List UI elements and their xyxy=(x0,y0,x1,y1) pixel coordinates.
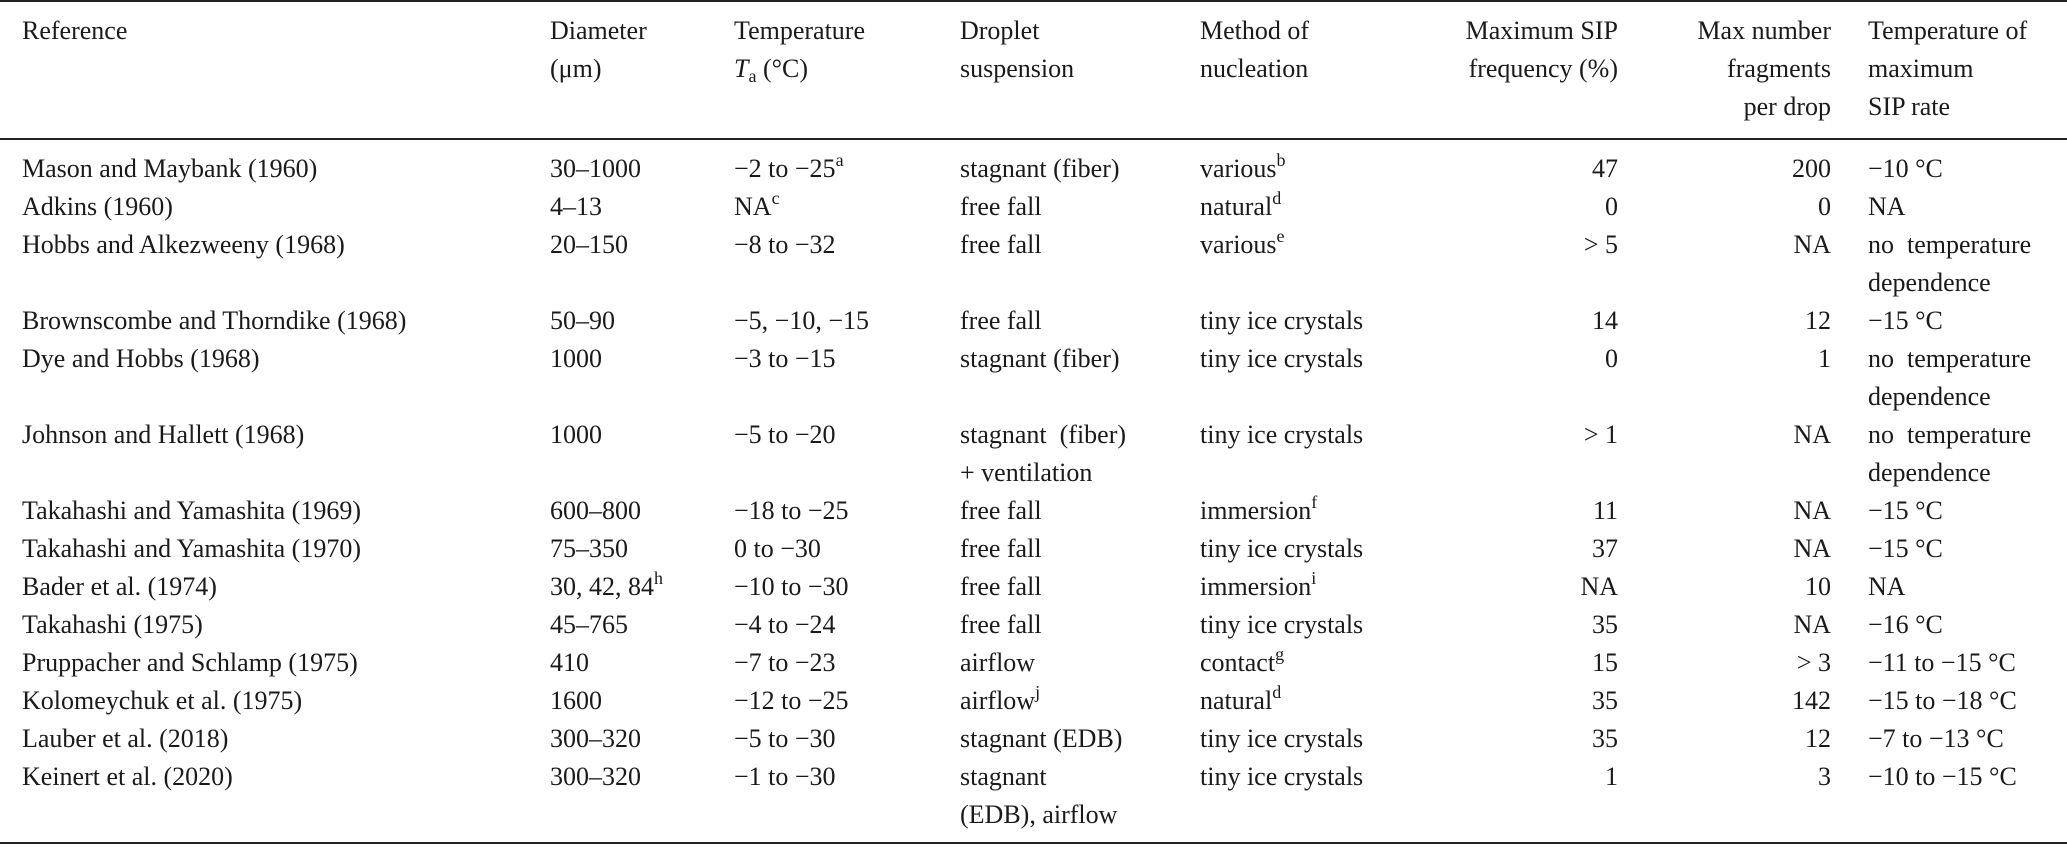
temperature-footnote-mark: a xyxy=(835,150,844,170)
suspension-line: stagnant (fiber) xyxy=(960,420,1127,449)
cell-reference xyxy=(0,188,550,226)
cell-suspension xyxy=(960,720,1200,758)
header-temp-max-rate xyxy=(1831,1,2067,139)
cell-method xyxy=(1200,340,1436,416)
temp-max-rate-line: −7 to −13 °C xyxy=(1868,724,2004,753)
cell-reference xyxy=(0,644,550,682)
diameter-text: 1600 xyxy=(550,686,602,715)
max-fragments-value: 0 xyxy=(1818,192,1831,221)
cell-max-sip xyxy=(1436,682,1618,720)
cell-max-fragments xyxy=(1618,188,1831,226)
header-diameter xyxy=(550,1,734,139)
cell-temp-max-rate xyxy=(1831,682,2067,720)
cell-max-fragments xyxy=(1618,139,1831,188)
cell-max-fragments xyxy=(1618,720,1831,758)
cell-method xyxy=(1200,226,1436,302)
cell-reference xyxy=(0,139,550,188)
cell-temp-max-rate xyxy=(1831,302,2067,340)
cell-max-sip xyxy=(1436,568,1618,606)
cell-temp-max-rate xyxy=(1831,568,2067,606)
method-text: tiny ice crystals xyxy=(1200,306,1364,335)
table-row xyxy=(0,720,2067,758)
header-temperature xyxy=(734,1,960,139)
temperature-text: −7 to −23 xyxy=(734,648,836,677)
temp-max-rate-line: no temperature xyxy=(1868,344,2032,373)
cell-diameter xyxy=(550,188,734,226)
cell-reference xyxy=(0,416,550,492)
cell-suspension xyxy=(960,530,1200,568)
diameter-text: 300–320 xyxy=(550,762,641,791)
header-suspension xyxy=(960,1,1200,139)
cell-method xyxy=(1200,139,1436,188)
cell-temperature xyxy=(734,758,960,843)
header-temp-max-rate-l2: maximum xyxy=(1868,54,1974,83)
method-text: various xyxy=(1200,154,1277,183)
max-fragments-value: 142 xyxy=(1792,686,1831,715)
header-row xyxy=(0,1,2067,139)
cell-suspension xyxy=(960,492,1200,530)
method-text: natural xyxy=(1200,686,1273,715)
suspension-line: free fall xyxy=(960,306,1042,335)
cell-max-fragments xyxy=(1618,416,1831,492)
header-temperature-l1: Temperature xyxy=(734,16,865,45)
cell-max-fragments xyxy=(1618,302,1831,340)
temp-max-rate-line: NA xyxy=(1868,572,1906,601)
method-text: tiny ice crystals xyxy=(1200,534,1364,563)
cell-method xyxy=(1200,758,1436,843)
method-footnote-mark: g xyxy=(1275,644,1285,664)
reference-text: Takahashi and Yamashita (1970) xyxy=(22,534,362,563)
cell-method xyxy=(1200,606,1436,644)
diameter-text: 1000 xyxy=(550,344,602,373)
cell-max-sip xyxy=(1436,302,1618,340)
table-body xyxy=(0,139,2067,843)
cell-temp-max-rate xyxy=(1831,188,2067,226)
diameter-text: 410 xyxy=(550,648,589,677)
cell-suspension xyxy=(960,139,1200,188)
diameter-text: 30, 42, 84 xyxy=(550,572,654,601)
cell-method xyxy=(1200,188,1436,226)
cell-temp-max-rate xyxy=(1831,644,2067,682)
suspension-line: free fall xyxy=(960,610,1042,639)
diameter-footnote-mark: h xyxy=(654,568,663,588)
max-fragments-value: NA xyxy=(1793,610,1831,639)
cell-method xyxy=(1200,682,1436,720)
cell-temperature xyxy=(734,139,960,188)
max-sip-value: 37 xyxy=(1592,534,1618,563)
reference-text: Bader et al. (1974) xyxy=(22,572,217,601)
cell-temperature xyxy=(734,568,960,606)
cell-suspension xyxy=(960,302,1200,340)
cell-reference xyxy=(0,226,550,302)
table-row xyxy=(0,682,2067,720)
temp-max-rate-line: −10 to −15 °C xyxy=(1868,762,2017,791)
table-row xyxy=(0,340,2067,416)
cell-reference xyxy=(0,758,550,843)
reference-text: Takahashi (1975) xyxy=(22,610,203,639)
table-row xyxy=(0,530,2067,568)
temperature-text: −5 to −20 xyxy=(734,420,836,449)
temperature-text: −2 to −25 xyxy=(734,154,836,183)
diameter-text: 600–800 xyxy=(550,496,641,525)
method-text: contact xyxy=(1200,648,1276,677)
cell-suspension xyxy=(960,682,1200,720)
cell-max-fragments xyxy=(1618,226,1831,302)
reference-text: Lauber et al. (2018) xyxy=(22,724,229,753)
header-temperature-l2 xyxy=(734,50,960,88)
reference-text: Takahashi and Yamashita (1969) xyxy=(22,496,362,525)
temperature-text: −18 to −25 xyxy=(734,496,849,525)
temperature-text: −12 to −25 xyxy=(734,686,849,715)
cell-temp-max-rate xyxy=(1831,606,2067,644)
cell-diameter xyxy=(550,302,734,340)
table-row xyxy=(0,302,2067,340)
diameter-text: 1000 xyxy=(550,420,602,449)
header-max-fragments-l2: fragments xyxy=(1727,54,1831,83)
suspension-line: airflow$^j$ xyxy=(960,682,1041,715)
cell-temperature xyxy=(734,188,960,226)
max-fragments-value: 12 xyxy=(1805,306,1831,335)
max-sip-value: 35 xyxy=(1592,686,1618,715)
method-text: immersion xyxy=(1200,496,1312,525)
temperature-text: −10 to −30 xyxy=(734,572,849,601)
diameter-text: 300–320 xyxy=(550,724,641,753)
method-text: tiny ice crystals xyxy=(1200,344,1364,373)
temp-max-rate-line: dependence xyxy=(1868,458,1991,487)
table-header xyxy=(0,1,2067,139)
cell-max-fragments xyxy=(1618,568,1831,606)
header-max-sip-l1: Maximum SIP xyxy=(1465,16,1618,45)
table-row xyxy=(0,139,2067,188)
cell-max-sip xyxy=(1436,416,1618,492)
temperature-text: −5, −10, −15 xyxy=(734,306,869,335)
temp-max-rate-line: −15 °C xyxy=(1868,306,1943,335)
reference-text: Pruppacher and Schlamp (1975) xyxy=(22,648,358,677)
header-diameter-l2: (μm) xyxy=(550,54,602,83)
temp-max-rate-line: −11 to −15 °C xyxy=(1868,648,2016,677)
cell-diameter xyxy=(550,720,734,758)
max-sip-value: 35 xyxy=(1592,724,1618,753)
header-reference-text: Reference xyxy=(22,16,128,45)
suspension-line: free fall xyxy=(960,230,1042,259)
cell-suspension xyxy=(960,606,1200,644)
max-sip-value: 1 xyxy=(1605,762,1618,791)
method-footnote-mark: d xyxy=(1272,188,1282,208)
header-max-fragments xyxy=(1618,1,1831,139)
cell-temp-max-rate xyxy=(1831,492,2067,530)
table-row xyxy=(0,568,2067,606)
cell-temperature xyxy=(734,226,960,302)
cell-diameter xyxy=(550,530,734,568)
method-text: tiny ice crystals xyxy=(1200,420,1364,449)
cell-diameter xyxy=(550,606,734,644)
cell-max-fragments xyxy=(1618,606,1831,644)
cell-diameter xyxy=(550,139,734,188)
header-max-sip-l2: frequency (%) xyxy=(1468,54,1618,83)
table-row xyxy=(0,226,2067,302)
max-sip-value: 11 xyxy=(1592,496,1618,525)
header-temperature-unit: (°C) xyxy=(756,54,809,83)
temp-max-rate-line: −15 °C xyxy=(1868,534,1943,563)
suspension-line: free fall xyxy=(960,572,1042,601)
cell-reference xyxy=(0,302,550,340)
temp-max-rate-line: −15 to −18 °C xyxy=(1868,686,2017,715)
method-text: immersion xyxy=(1200,572,1312,601)
cell-max-fragments xyxy=(1618,644,1831,682)
reference-text: Johnson and Hallett (1968) xyxy=(22,420,305,449)
temperature-text: −1 to −30 xyxy=(734,762,836,791)
temperature-text: NA xyxy=(734,192,772,221)
temperature-text: −3 to −15 xyxy=(734,344,836,373)
max-fragments-value: 1 xyxy=(1818,344,1831,373)
cell-suspension xyxy=(960,226,1200,302)
cell-temperature xyxy=(734,530,960,568)
max-fragments-value: NA xyxy=(1793,496,1831,525)
suspension-line: stagnant (fiber) xyxy=(960,344,1120,373)
suspension-line: free fall xyxy=(960,534,1042,563)
header-diameter-l1: Diameter xyxy=(550,16,647,45)
cell-max-sip xyxy=(1436,226,1618,302)
max-fragments-value: NA xyxy=(1793,230,1831,259)
max-fragments-value: 12 xyxy=(1805,724,1831,753)
cell-temp-max-rate xyxy=(1831,530,2067,568)
cell-diameter xyxy=(550,492,734,530)
temperature-text: 0 to −30 xyxy=(734,534,821,563)
cell-max-fragments xyxy=(1618,682,1831,720)
cell-max-fragments xyxy=(1618,758,1831,843)
header-temperature-subscript: a xyxy=(748,66,757,86)
reference-text: Dye and Hobbs (1968) xyxy=(22,344,260,373)
header-suspension-l1: Droplet xyxy=(960,16,1040,45)
reference-text: Hobbs and Alkezweeny (1968) xyxy=(22,230,345,259)
max-sip-value: 35 xyxy=(1592,610,1618,639)
method-footnote-mark: f xyxy=(1311,492,1318,512)
cell-temperature xyxy=(734,682,960,720)
table-row xyxy=(0,758,2067,843)
cell-max-fragments xyxy=(1618,340,1831,416)
max-sip-value: 47 xyxy=(1592,154,1618,183)
temp-max-rate-line: NA xyxy=(1868,192,1906,221)
diameter-text: 4–13 xyxy=(550,192,602,221)
cell-temp-max-rate xyxy=(1831,416,2067,492)
suspension-line: + ventilation xyxy=(960,458,1093,487)
header-suspension-l2: suspension xyxy=(960,54,1075,83)
max-fragments-value: 3 xyxy=(1818,762,1831,791)
suspension-line: (EDB), airflow xyxy=(960,800,1118,829)
cell-temperature xyxy=(734,340,960,416)
max-sip-value: 0 xyxy=(1605,192,1618,221)
cell-method xyxy=(1200,302,1436,340)
cell-temperature xyxy=(734,644,960,682)
diameter-text: 20–150 xyxy=(550,230,628,259)
cell-reference xyxy=(0,340,550,416)
header-max-sip xyxy=(1436,1,1618,139)
cell-max-sip xyxy=(1436,720,1618,758)
cell-diameter xyxy=(550,568,734,606)
temperature-text: −4 to −24 xyxy=(734,610,836,639)
reference-text: Kolomeychuk et al. (1975) xyxy=(22,686,303,715)
cell-max-sip xyxy=(1436,139,1618,188)
cell-max-sip xyxy=(1436,606,1618,644)
max-sip-value: NA xyxy=(1580,572,1618,601)
max-sip-value: 0 xyxy=(1605,344,1618,373)
temp-max-rate-line: −10 °C xyxy=(1868,154,1943,183)
cell-reference xyxy=(0,682,550,720)
suspension-line: free fall xyxy=(960,496,1042,525)
cell-reference xyxy=(0,492,550,530)
suspension-line: airflow xyxy=(960,648,1036,677)
cell-diameter xyxy=(550,644,734,682)
cell-method xyxy=(1200,644,1436,682)
method-footnote-mark: d xyxy=(1272,682,1282,702)
temp-max-rate-line: −16 °C xyxy=(1868,610,1943,639)
cell-suspension xyxy=(960,188,1200,226)
cell-reference xyxy=(0,568,550,606)
method-text: natural xyxy=(1200,192,1273,221)
header-max-fragments-l1: Max number xyxy=(1697,16,1831,45)
header-max-fragments-l3: per drop xyxy=(1743,92,1831,121)
cell-method xyxy=(1200,530,1436,568)
method-footnote-mark: b xyxy=(1276,150,1286,170)
header-method-l2: nucleation xyxy=(1200,54,1309,83)
cell-temp-max-rate xyxy=(1831,340,2067,416)
reference-text: Mason and Maybank (1960) xyxy=(22,154,318,183)
max-fragments-value: NA xyxy=(1793,534,1831,563)
cell-max-sip xyxy=(1436,340,1618,416)
cell-temperature xyxy=(734,302,960,340)
method-footnote-mark: i xyxy=(1311,568,1317,588)
table-row xyxy=(0,188,2067,226)
max-fragments-value: > 3 xyxy=(1796,648,1831,677)
reference-text: Keinert et al. (2020) xyxy=(22,762,233,791)
diameter-text: 50–90 xyxy=(550,306,615,335)
cell-temperature xyxy=(734,720,960,758)
reference-text: Brownscombe and Thorndike (1968) xyxy=(22,306,407,335)
method-text: tiny ice crystals xyxy=(1200,724,1364,753)
method-text: tiny ice crystals xyxy=(1200,762,1364,791)
suspension-footnote-mark: j xyxy=(1035,682,1041,702)
cell-max-sip xyxy=(1436,492,1618,530)
temperature-text: −8 to −32 xyxy=(734,230,836,259)
method-footnote-mark: e xyxy=(1276,226,1285,246)
cell-temp-max-rate xyxy=(1831,226,2067,302)
cell-max-sip xyxy=(1436,644,1618,682)
temp-max-rate-line: dependence xyxy=(1868,382,1991,411)
diameter-text: 45–765 xyxy=(550,610,628,639)
temp-max-rate-line: dependence xyxy=(1868,268,1991,297)
max-sip-value: 15 xyxy=(1592,648,1618,677)
table-row xyxy=(0,492,2067,530)
max-fragments-value: 10 xyxy=(1805,572,1831,601)
cell-reference xyxy=(0,530,550,568)
temperature-text: −5 to −30 xyxy=(734,724,836,753)
max-sip-value: 14 xyxy=(1592,306,1618,335)
cell-suspension xyxy=(960,758,1200,843)
method-text: tiny ice crystals xyxy=(1200,610,1364,639)
cell-reference xyxy=(0,606,550,644)
cell-max-sip xyxy=(1436,188,1618,226)
diameter-text: 75–350 xyxy=(550,534,628,563)
cell-method xyxy=(1200,416,1436,492)
header-method xyxy=(1200,1,1436,139)
cell-temp-max-rate xyxy=(1831,758,2067,843)
cell-diameter xyxy=(550,758,734,843)
diameter-text: 30–1000 xyxy=(550,154,641,183)
suspension-line: stagnant (fiber) xyxy=(960,154,1120,183)
temperature-footnote-mark: c xyxy=(771,188,780,208)
cell-temperature xyxy=(734,606,960,644)
header-method-l1: Method of xyxy=(1200,16,1310,45)
suspension-line: free fall xyxy=(960,192,1042,221)
header-temp-max-rate-l3: SIP rate xyxy=(1868,92,1951,121)
table-row xyxy=(0,606,2067,644)
cell-diameter xyxy=(550,682,734,720)
cell-method xyxy=(1200,720,1436,758)
header-temp-max-rate-l1: Temperature of xyxy=(1868,16,2028,45)
cell-reference xyxy=(0,720,550,758)
cell-max-sip xyxy=(1436,758,1618,843)
table-row xyxy=(0,416,2067,492)
cell-suspension xyxy=(960,644,1200,682)
max-sip-value: > 1 xyxy=(1583,420,1618,449)
max-fragments-value: NA xyxy=(1793,420,1831,449)
cell-diameter xyxy=(550,416,734,492)
cell-max-fragments xyxy=(1618,492,1831,530)
cell-method xyxy=(1200,492,1436,530)
max-sip-value: > 5 xyxy=(1583,230,1618,259)
header-reference xyxy=(0,1,550,139)
max-fragments-value: 200 xyxy=(1792,154,1831,183)
temp-max-rate-line: −15 °C xyxy=(1868,496,1943,525)
cell-diameter xyxy=(550,340,734,416)
cell-suspension xyxy=(960,416,1200,492)
table-row xyxy=(0,644,2067,682)
temp-max-rate-line: no temperature xyxy=(1868,230,2032,259)
cell-method xyxy=(1200,568,1436,606)
cell-suspension xyxy=(960,340,1200,416)
cell-suspension xyxy=(960,568,1200,606)
cell-temp-max-rate xyxy=(1831,139,2067,188)
method-text: various xyxy=(1200,230,1277,259)
header-temperature-symbol: T xyxy=(734,54,749,83)
cell-max-sip xyxy=(1436,530,1618,568)
suspension-line: stagnant (EDB) xyxy=(960,724,1123,753)
reference-text: Adkins (1960) xyxy=(22,192,173,221)
cell-temperature xyxy=(734,416,960,492)
cell-temp-max-rate xyxy=(1831,720,2067,758)
temp-max-rate-line: no temperature xyxy=(1868,420,2032,449)
suspension-line: stagnant xyxy=(960,762,1047,791)
cell-temperature xyxy=(734,492,960,530)
cell-diameter xyxy=(550,226,734,302)
cell-max-fragments xyxy=(1618,530,1831,568)
